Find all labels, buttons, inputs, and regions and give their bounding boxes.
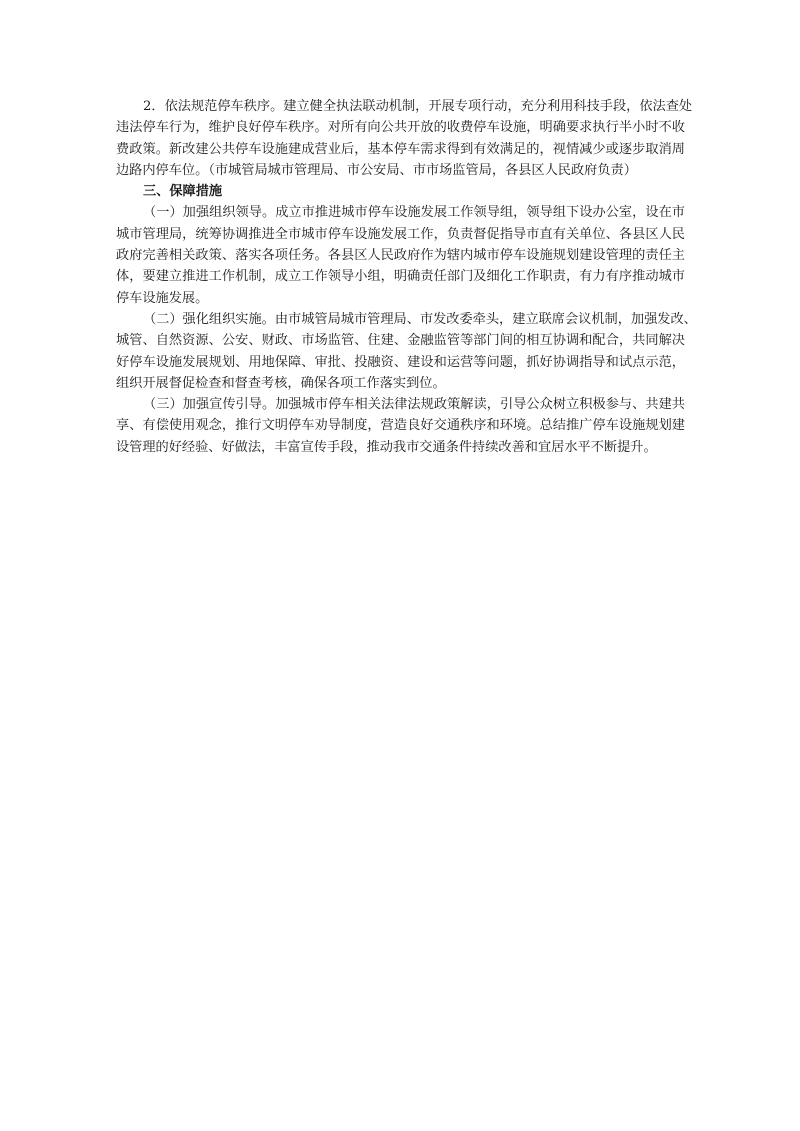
text-line: 享、有偿使用观念，推行文明停车劝导制度，营造良好交通秩序和环境。总结推广停车设施规划建 [116,418,685,434]
text-line: 设管理的好经验、好做法，丰富宣传手段，推动我市交通条件持续改善和宜居水平不断提升。 [116,439,657,455]
text-line: 2．依法规范停车秩序。建立健全执法联动机制，开展专项行动，充分利用科技手段，依法查处 [143,99,693,114]
paragraph [116,394,685,458]
paragraph [116,202,685,308]
text-line: 费政策。新改建公共停车设施建成营业后，基本停车需求得到有效满足的，视情减少或逐步取消周 [116,141,685,157]
text-line: 停车设施发展。 [116,290,209,306]
text-line: 三、保障措施 [143,184,223,200]
document-page [116,96,697,458]
text-line: 城管、自然资源、公安、财政、市场监管、住建、金融监管等部门间的相互协调和配合，共同解决 [116,333,685,349]
section-heading [116,181,685,202]
paragraph [116,96,693,181]
text-line: 组织开展督促检查和督查考核，确保各项工作落实到位。 [116,375,446,391]
text-line: （一）加强组织领导。成立市推进城市停车设施发展工作领导组，领导组下设办公室，设在市 [143,205,685,221]
text-line: 违法停车行为，维护良好停车秩序。对所有向公共开放的收费停车设施，明确要求执行半小时不收 [116,120,685,136]
text-line: 政府完善相关政策、落实各项任务。各县区人民政府作为辖内城市停车设施规划建设管理的责任主 [116,248,685,264]
text-line: 好停车设施发展规划、用地保障、审批、投融资、建设和运营等问题，抓好协调指导和试点示范， [116,354,685,370]
text-line: 边路内停车位。（市城管局城市管理局、市公安局、市市场监管局，各县区人民政府负责） [116,162,637,178]
text-line: （三）加强宣传引导。加强城市停车相关法律法规政策解读，引导公众树立积极参与、共建共 [143,397,685,413]
text-line: 体，要建立推进工作机制，成立工作领导小组，明确责任部门及细化工作职责，有力有序推动城市 [116,269,685,285]
text-line: （二）强化组织实施。由市城管局城市管理局、市发改委牵头，建立联席会议机制，加强发改、 [143,311,697,327]
paragraph [116,309,697,394]
text-line: 城市管理局，统筹协调推进全市城市停车设施发展工作，负责督促指导市直有关单位、各县区人民 [116,226,685,242]
